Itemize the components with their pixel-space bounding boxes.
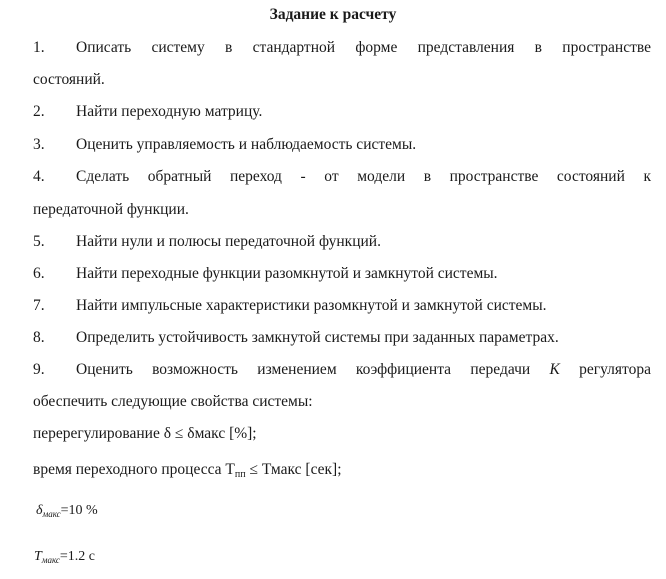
item-number: 9. (33, 361, 45, 378)
overshoot-requirement: перерегулирование δ ≤ δмакс [%]; (33, 425, 257, 442)
item-text: Найти нули и полюсы передаточной функций. (76, 233, 381, 250)
item-number: 5. (33, 233, 45, 250)
item-number: 4. (33, 168, 45, 185)
item-number: 1. (33, 39, 45, 56)
item-text: Описать систему в стандартной форме представления в пространстве (76, 39, 651, 56)
item-number: 8. (33, 329, 45, 346)
item-number: 6. (33, 265, 45, 282)
item-continuation: обеспечить следующие свойства системы: (33, 393, 313, 410)
item-number: 3. (33, 136, 45, 153)
coefficient-k: K (549, 361, 560, 378)
item-text: Оценить управляемость и наблюдаемость системы. (76, 136, 417, 153)
item-text: Найти переходные функции разомкнутой и замкнутой системы. (76, 265, 498, 282)
item-number: 7. (33, 297, 45, 314)
transient-time-requirement: время переходного процесса Тпп ≤ Тмакс [сек]; (33, 461, 342, 480)
item-text: Найти импульсные характеристики разомкнутой и замкнутой системы. (76, 297, 547, 314)
item-continuation: состояний. (33, 71, 105, 88)
item-text: Оценить возможность изменением коэффициента передачи K регулятора (76, 361, 651, 378)
formula-delta-max: $\delta_{макс}=10$ % (36, 503, 98, 519)
item-text: Определить устойчивость замкнутой системы при заданных параметрах. (76, 329, 559, 346)
page-title: Задание к расчету (269, 6, 397, 23)
item-text: Найти переходную матрицу. (76, 103, 263, 120)
formula-t-max: $T_{макс}=1.2$ с (34, 549, 96, 565)
item-text: Сделать обратный переход - от модели в пространстве состояний к (76, 168, 651, 185)
item-continuation: передаточной функции. (33, 201, 189, 218)
item-number: 2. (33, 103, 45, 120)
